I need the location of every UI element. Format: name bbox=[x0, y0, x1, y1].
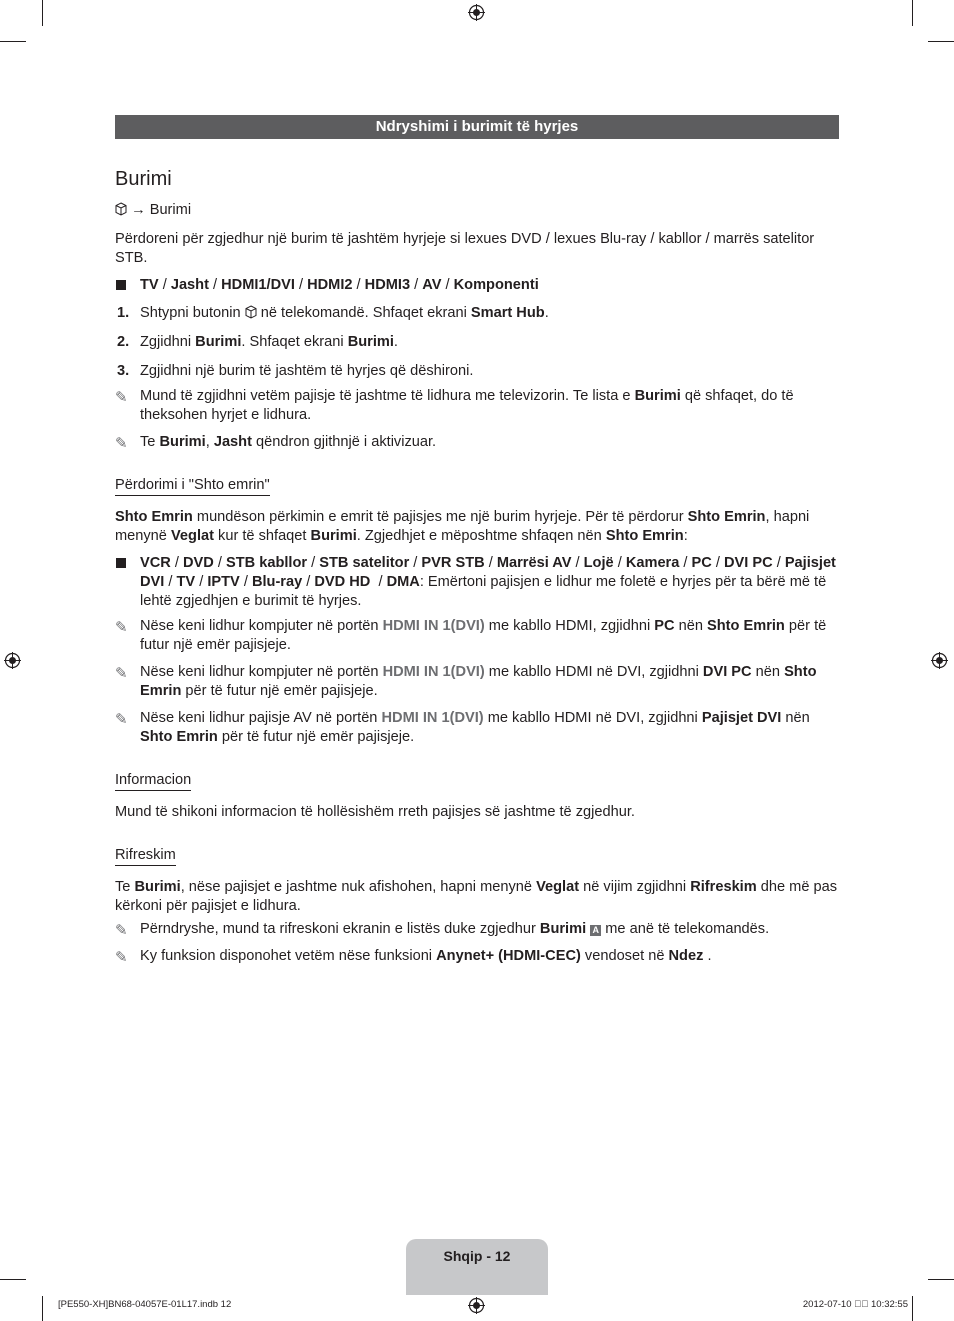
device-name: VCR bbox=[140, 555, 171, 571]
device-name: STB kabllor bbox=[225, 555, 308, 571]
crop-mark bbox=[928, 41, 954, 42]
rifreskim-paragraph bbox=[115, 878, 843, 916]
registration-mark-icon bbox=[4, 652, 21, 669]
bullet-square-icon bbox=[116, 280, 126, 290]
subsection-heading-rifreskim: Rifreskim bbox=[115, 847, 176, 866]
note-pencil-icon: ✎ bbox=[115, 619, 128, 636]
device-name: STB satelitor bbox=[319, 555, 410, 571]
note-text: me kabllo HDMI në DVI, zgjidhni bbox=[488, 664, 699, 680]
source-komponenti: Komponenti bbox=[453, 277, 539, 293]
device-name: IPTV bbox=[207, 574, 240, 590]
step-text: në telekomandë. Shfaqet ekrani bbox=[260, 305, 467, 321]
device-name: Marrësi AV bbox=[496, 555, 572, 571]
device-name: DMA bbox=[386, 574, 420, 590]
para-bold: Burimi bbox=[134, 879, 181, 895]
intro-paragraph: Përdoreni për zgjedhur një burim të jashtëm hyrjeje si lexues DVD / lexues Blu-ray / kabllor / marrës satelitor STB. bbox=[115, 231, 815, 266]
note-1 bbox=[115, 387, 843, 425]
note-bold: Burimi bbox=[159, 434, 206, 450]
step-2 bbox=[115, 333, 843, 352]
step-text: . bbox=[393, 334, 398, 350]
source-jasht: Jasht bbox=[170, 277, 209, 293]
note-text: Nëse keni lidhur kompjuter në portën bbox=[140, 618, 379, 634]
device-name: Lojë bbox=[583, 555, 614, 571]
registration-mark-icon bbox=[468, 4, 485, 21]
device-name: DVD HD bbox=[314, 574, 371, 590]
step-text: Shtypni butonin bbox=[140, 305, 241, 321]
note-text: nën bbox=[755, 664, 780, 680]
note-2 bbox=[115, 433, 843, 452]
note-rifreskim-1 bbox=[115, 920, 843, 939]
note-text: . bbox=[707, 948, 712, 964]
device-name: Kamera bbox=[625, 555, 680, 571]
step-bold: Smart Hub bbox=[470, 305, 545, 321]
para-text: mundëson përkimin e emrit të pajisjes me një burim hyrjeje. Për të përdorur bbox=[196, 509, 684, 525]
crop-mark bbox=[928, 1279, 954, 1280]
note-text: Nëse keni lidhur kompjuter në portën bbox=[140, 664, 379, 680]
note-pencil-icon: ✎ bbox=[115, 949, 128, 966]
note-text: me kabllo HDMI në DVI, zgjidhni bbox=[487, 710, 698, 726]
bullet-square-icon bbox=[116, 558, 126, 568]
menu-path bbox=[115, 201, 843, 220]
para-bold: Veglat bbox=[170, 528, 214, 544]
note-bold: Ndez bbox=[668, 948, 704, 964]
step-1 bbox=[115, 304, 843, 323]
step-text: . Shfaqet ekrani bbox=[241, 334, 344, 350]
step-number: 1. bbox=[117, 305, 130, 321]
para-bold: Shto Emrin bbox=[605, 528, 684, 544]
note-text: për të futur një emër pajisjeje. bbox=[185, 683, 378, 699]
note-text: vendoset në bbox=[584, 948, 665, 964]
device-name: Pajisjet DVI bbox=[140, 555, 836, 590]
para-text: kur të shfaqet bbox=[218, 528, 307, 544]
para-text: , nëse pajisjet e jashtme nuk afishohen, hapni menynë bbox=[180, 879, 532, 895]
note-text: për të futur një emër pajisjeje. bbox=[221, 729, 415, 745]
para-text: Te bbox=[115, 879, 131, 895]
step-text: Zgjidhni një burim të jashtëm të hyrjes që dëshironi. bbox=[140, 363, 474, 379]
menu-cube-icon bbox=[115, 202, 127, 216]
device-names-bullet: VCR / DVD / STB kabllor / STB satelitor / PVR STB / Marrësi AV / Lojë / Kamera / PC / DVI PC / Pajisjet DVI / TV / IPTV / Blu-ray / DVD HD / DMA: Emërtoni pajisjen e lidhur me foletë e hyrjes për ta bërë më të lehtë zgjedhjen e burimit të hyrjes. bbox=[115, 554, 843, 611]
subsection-heading-informacion: Informacion bbox=[115, 772, 191, 791]
device-name: Blu-ray bbox=[251, 574, 303, 590]
note-text: , bbox=[205, 434, 210, 450]
crop-mark bbox=[912, 0, 913, 26]
para-text: në vijim zgjidhni bbox=[583, 879, 687, 895]
step-bold: Burimi bbox=[195, 334, 242, 350]
note-text: për të futur një emër pajisjeje. bbox=[140, 618, 827, 653]
crop-mark bbox=[42, 0, 43, 26]
note-text: me anë të telekomandës. bbox=[605, 921, 770, 937]
source-av: AV bbox=[422, 277, 442, 293]
page-number-tab: Shqip - 12 bbox=[406, 1239, 548, 1295]
crop-mark bbox=[42, 1296, 43, 1321]
source-hdmi3: HDMI3 bbox=[364, 277, 411, 293]
device-name: PVR STB bbox=[421, 555, 485, 571]
device-name: TV bbox=[176, 574, 196, 590]
note-text: nën bbox=[678, 618, 703, 634]
note-pencil-icon: ✎ bbox=[115, 711, 128, 728]
note-bold: Shto Emrin bbox=[707, 618, 785, 634]
shto-emrin-paragraph bbox=[115, 508, 843, 546]
note-text: nën bbox=[785, 710, 810, 726]
port-label: HDMI IN 1(DVI) bbox=[381, 710, 484, 726]
note-text: Ky funksion disponohet vetëm nëse funksioni bbox=[140, 948, 433, 964]
note-text: Nëse keni lidhur pajisje AV në portën bbox=[140, 710, 378, 726]
note-text: qëndron gjithnjë i aktivizuar. bbox=[256, 434, 437, 450]
note-dvi-av bbox=[115, 709, 843, 747]
step-text: . bbox=[544, 305, 549, 321]
step-number: 2. bbox=[117, 334, 130, 350]
note-bold: Burimi bbox=[539, 921, 587, 937]
port-label: HDMI IN 1(DVI) bbox=[382, 664, 485, 680]
registration-mark-icon bbox=[468, 1297, 485, 1314]
remote-a-button-icon: A bbox=[590, 925, 601, 936]
menu-path-text: → Burimi bbox=[131, 202, 192, 218]
note-text: Mund të zgjidhni vetëm pajisje të jashtme të lidhura me televizorin. Te lista e bbox=[140, 388, 631, 404]
step-text: Zgjidhni bbox=[140, 334, 192, 350]
note-bold: Burimi bbox=[634, 388, 681, 404]
note-dvi-pc bbox=[115, 663, 843, 701]
para-text: : bbox=[683, 528, 688, 544]
step-3 bbox=[115, 362, 843, 381]
source-tv: TV bbox=[140, 277, 159, 293]
print-slug-right: 2012-07-10 ￿￿ 10:32:55 bbox=[802, 1299, 908, 1310]
note-bold: PC bbox=[654, 618, 675, 634]
step-number: 3. bbox=[117, 363, 130, 379]
note-pencil-icon: ✎ bbox=[115, 665, 128, 682]
informacion-paragraph: Mund të shikoni informacion të hollësishëm rreth pajisjes së jashtme të zgjedhur. bbox=[115, 804, 635, 820]
para-bold: Shto Emrin bbox=[115, 509, 193, 525]
note-text: që shfaqet, do të theksohen hyrjet e lidhura. bbox=[140, 388, 794, 423]
port-label: HDMI IN 1(DVI) bbox=[382, 618, 485, 634]
note-bold: Shto Emrin bbox=[140, 664, 817, 699]
device-name: DVD bbox=[182, 555, 214, 571]
note-rifreskim-2 bbox=[115, 947, 843, 966]
source-hdmi2: HDMI2 bbox=[307, 277, 353, 293]
note-pencil-icon: ✎ bbox=[115, 389, 128, 406]
para-bold: Rifreskim bbox=[690, 879, 757, 895]
note-pencil-icon: ✎ bbox=[115, 435, 128, 452]
note-bold: Jasht bbox=[213, 434, 252, 450]
device-names-desc: : Emërtoni pajisjen e lidhur me foletë e hyrjes për ta bërë më të lehtë zgjedhjen e burimit të hyrjes. bbox=[140, 574, 827, 609]
para-text: . Zgjedhjet e mëposhtme shfaqen nën bbox=[356, 528, 602, 544]
menu-cube-icon bbox=[245, 305, 257, 319]
step-bold: Burimi bbox=[347, 334, 394, 350]
para-bold: Veglat bbox=[536, 879, 580, 895]
source-list-bullet: TV / Jasht / HDMI1/DVI / HDMI2 / HDMI3 / AV / Komponenti bbox=[115, 276, 843, 295]
crop-mark bbox=[0, 1279, 26, 1280]
registration-mark-icon bbox=[931, 652, 948, 669]
print-slug-left: [PE550-XH]BN68-04057E-01L17.indb 12 bbox=[58, 1299, 232, 1310]
note-text: Përndryshe, mund ta rifreskoni ekranin e listës duke zgjedhur bbox=[140, 921, 536, 937]
subsection-heading-shto-emrin: Përdorimi i "Shto emrin" bbox=[115, 477, 270, 496]
main-content bbox=[115, 165, 843, 966]
section-header-bar: Ndryshimi i burimit të hyrjes bbox=[115, 115, 839, 139]
note-pencil-icon: ✎ bbox=[115, 922, 128, 939]
note-text: me kabllo HDMI, zgjidhni bbox=[488, 618, 651, 634]
para-text: , hapni menynë bbox=[115, 509, 810, 544]
page-title: Burimi bbox=[115, 168, 172, 190]
crop-mark bbox=[912, 1296, 913, 1321]
note-bold: Shto Emrin bbox=[140, 729, 218, 745]
note-hdmi-pc bbox=[115, 617, 843, 655]
crop-mark bbox=[0, 41, 26, 42]
note-bold: Pajisjet DVI bbox=[701, 710, 782, 726]
para-bold: Shto Emrin bbox=[687, 509, 766, 525]
para-text: dhe më pas kërkoni për pajisjet e lidhura. bbox=[115, 879, 838, 914]
source-hdmi1: HDMI1/DVI bbox=[221, 277, 295, 293]
para-bold: Burimi bbox=[310, 528, 357, 544]
note-bold: DVI PC bbox=[702, 664, 752, 680]
note-bold: Anynet+ (HDMI-CEC) bbox=[436, 948, 581, 964]
note-text: Te bbox=[140, 434, 156, 450]
device-name: PC bbox=[691, 555, 712, 571]
device-name: DVI PC bbox=[723, 555, 773, 571]
